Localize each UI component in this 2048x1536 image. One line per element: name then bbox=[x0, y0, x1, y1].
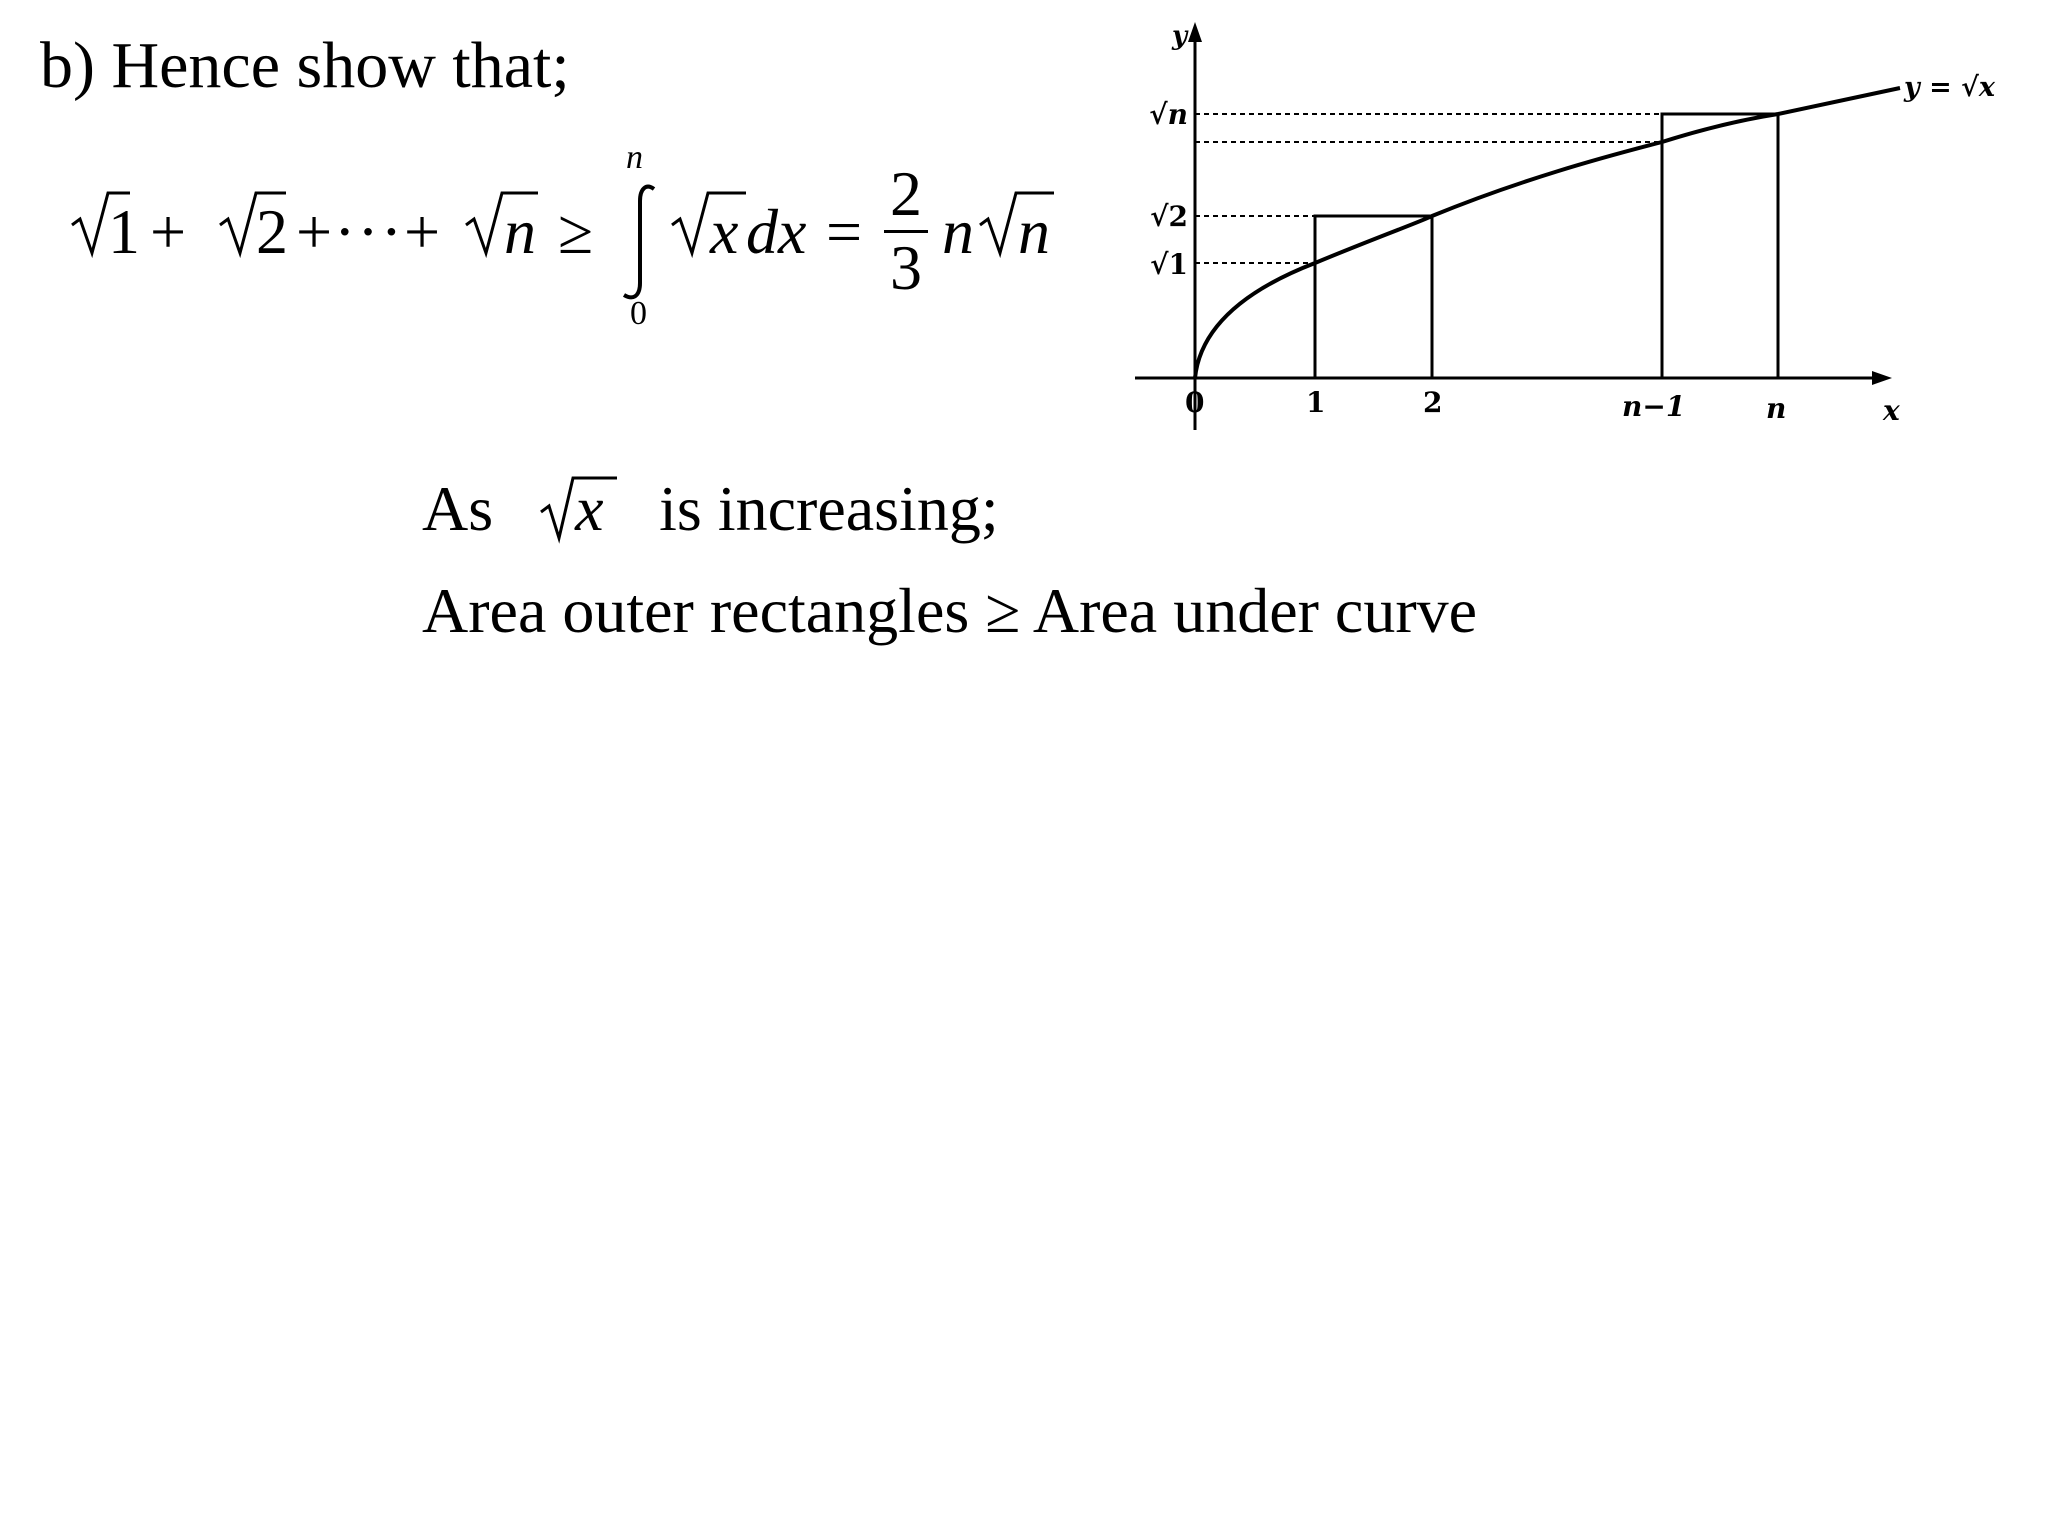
integral-sign-icon bbox=[610, 183, 670, 303]
as-suffix: is increasing; bbox=[659, 473, 999, 544]
plus-sign: + bbox=[150, 196, 187, 267]
x-axis-label: x bbox=[1883, 394, 1900, 427]
differential: dx bbox=[746, 196, 807, 267]
sqrt-x bbox=[539, 473, 617, 544]
x-tick-2: 2 bbox=[1423, 386, 1443, 419]
radicand-one: 1 bbox=[108, 196, 140, 267]
integral-lower-limit: 0 bbox=[630, 295, 647, 332]
x-tick-n: n bbox=[1766, 392, 1787, 425]
fraction-two-thirds bbox=[878, 153, 934, 313]
x-axis-arrow-icon bbox=[1872, 371, 1892, 385]
equals-sign: = bbox=[826, 196, 863, 267]
heading: b) Hence show that; bbox=[40, 29, 570, 102]
increasing-statement bbox=[422, 472, 999, 546]
y-tick-sqrt-1: √1 bbox=[1150, 248, 1188, 281]
result-n: n bbox=[942, 196, 974, 267]
ellipsis-plus: +···+ bbox=[296, 196, 443, 267]
radicand-n: n bbox=[504, 196, 536, 267]
y-tick-sqrt-2: √2 bbox=[1150, 200, 1188, 233]
y-axis-label: y bbox=[1172, 21, 1188, 51]
y-axis-arrow-icon bbox=[1188, 22, 1202, 42]
rectangle-n-minus-1-to-n bbox=[1662, 114, 1778, 378]
x-tick-1: 1 bbox=[1306, 386, 1326, 419]
sqrt-curve bbox=[1195, 88, 1900, 378]
as-prefix: As bbox=[422, 473, 494, 544]
fraction-numerator: 2 bbox=[890, 158, 922, 229]
y-tick-sqrt-n: √n bbox=[1149, 98, 1188, 131]
integral-upper-limit: n bbox=[626, 139, 643, 176]
result-radicand: n bbox=[1018, 196, 1050, 267]
x-tick-0: 0 bbox=[1185, 386, 1205, 419]
fraction-denominator: 3 bbox=[890, 232, 922, 303]
integrand: x bbox=[710, 196, 739, 267]
sqrt-graph bbox=[1120, 0, 2040, 440]
area-statement: Area outer rectangles ≥ Area under curve bbox=[422, 575, 1478, 646]
x-tick-n-minus-1: n−1 bbox=[1622, 390, 1686, 423]
geq-sign: ≥ bbox=[558, 196, 594, 267]
sqrt-x-variable: x bbox=[575, 473, 604, 544]
radicand-two: 2 bbox=[256, 196, 288, 267]
curve-label: y = √x bbox=[1904, 72, 1995, 103]
